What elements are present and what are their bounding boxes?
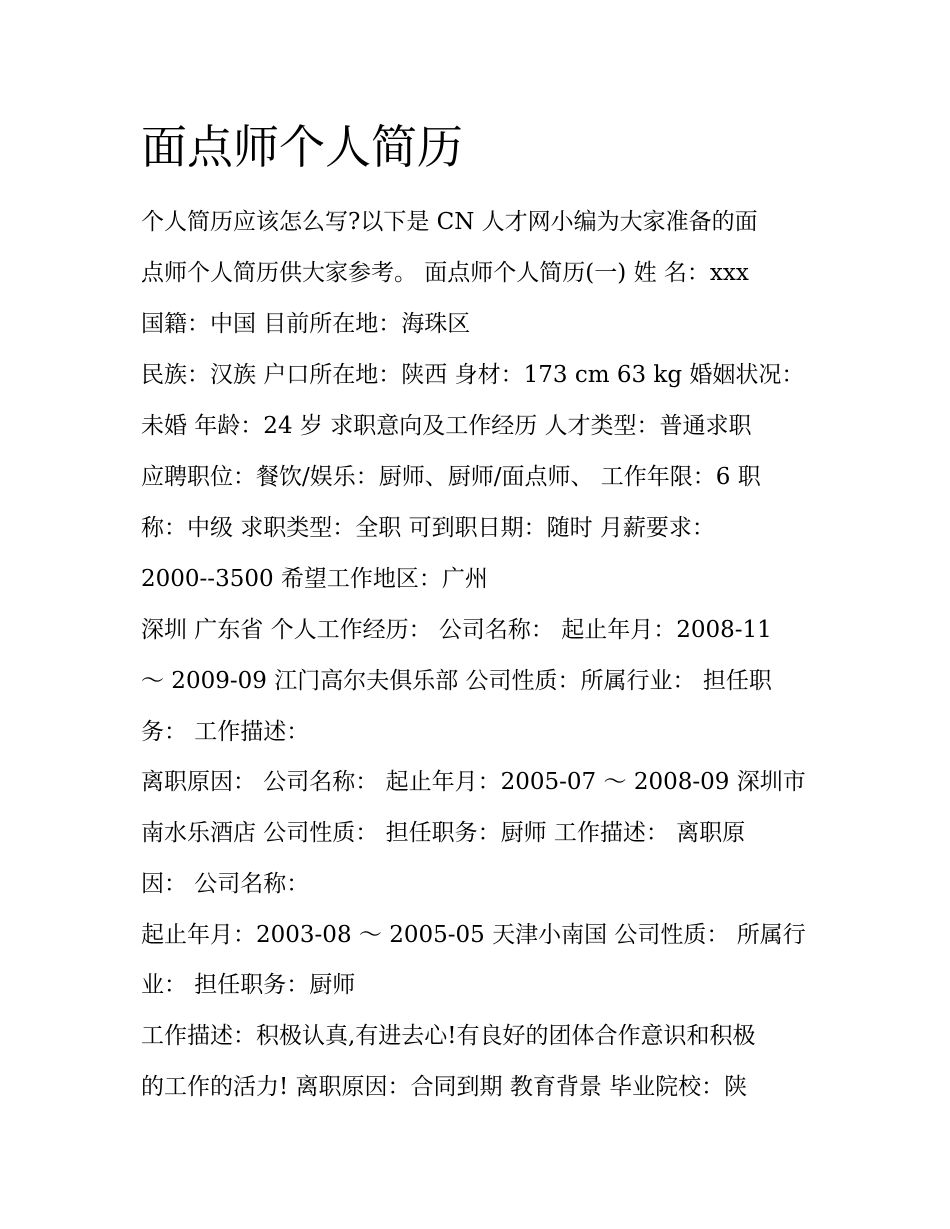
body-line-13: 南水乐酒店 公司性质： 担任职务：厨师 工作描述： 离职原 bbox=[141, 820, 746, 846]
body-line-6: 应聘职位：餐饮/娱乐：厨师、厨师/面点师、 工作年限：6 职 bbox=[141, 464, 761, 490]
body-line-7: 称：中级 求职类型：全职 可到职日期：随时 月薪要求： bbox=[141, 515, 715, 541]
body-line-2: 点师个人简历供大家参考。 面点师个人简历(一) 姓 名：xxx bbox=[141, 260, 749, 286]
body-line-11: 务： 工作描述： bbox=[141, 719, 310, 745]
body-line-18: 的工作的活力! 离职原因：合同到期 教育背景 毕业院校：陕 bbox=[141, 1074, 748, 1100]
body-line-9: 深圳 广东省 个人工作经历： 公司名称： 起止年月：2008-11 bbox=[141, 617, 772, 643]
body-line-1: 个人简历应该怎么写?以下是 CN 人才网小编为大家准备的面 bbox=[141, 209, 758, 235]
body-line-10: ～ 2009-09 江门高尔夫俱乐部 公司性质：所属行业： 担任职 bbox=[141, 668, 772, 694]
body-line-12: 离职原因： 公司名称： 起止年月：2005-07 ～ 2008-09 深圳市 bbox=[141, 769, 806, 795]
body-line-17: 工作描述：积极认真,有进去心!有良好的团体合作意识和积极 bbox=[141, 1023, 756, 1049]
body-line-4: 民族：汉族 户口所在地：陕西 身材：173 cm 63 kg 婚姻状况： bbox=[141, 362, 805, 388]
body-line-15: 起止年月：2003-08 ～ 2005-05 天津小南国 公司性质： 所属行 bbox=[141, 922, 806, 948]
body-line-8: 2000--3500 希望工作地区：广州 bbox=[141, 566, 488, 592]
page-title: 面点师个人简历 bbox=[141, 120, 463, 174]
body-line-16: 业： 担任职务：厨师 bbox=[141, 972, 356, 998]
body-line-14: 因： 公司名称： bbox=[141, 871, 310, 897]
body-line-3: 国籍：中国 目前所在地：海珠区 bbox=[141, 311, 471, 337]
body-line-5: 未婚 年龄：24 岁 求职意向及工作经历 人才类型：普通求职 bbox=[141, 413, 752, 439]
